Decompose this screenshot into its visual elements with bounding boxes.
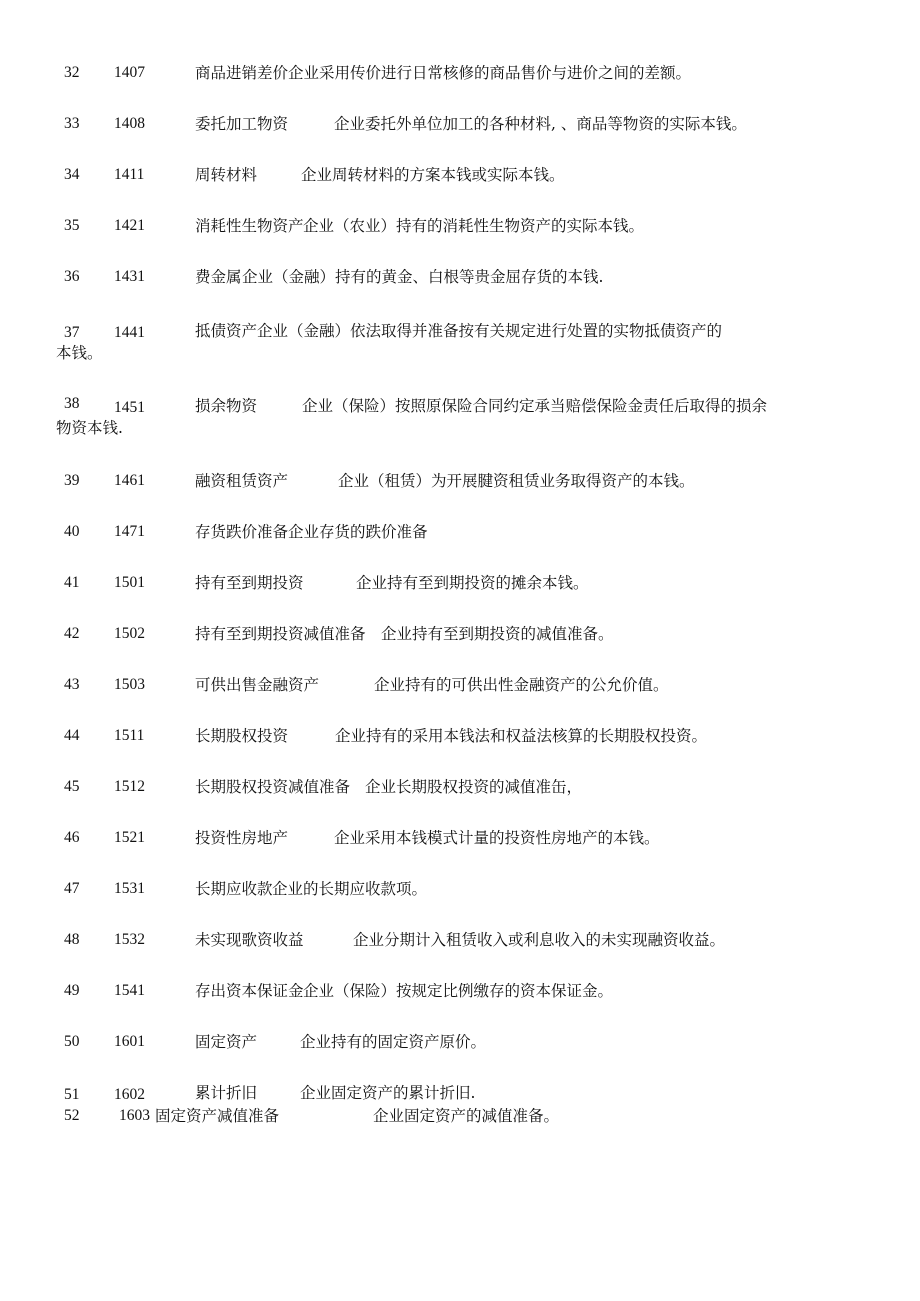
account-description: 企业持有至到期投资的摊余本钱。 (356, 574, 589, 592)
account-code: 1431 (114, 268, 145, 285)
account-name: 累计折旧 (195, 1084, 258, 1102)
entry-number: 42 (64, 625, 80, 642)
account-description: 企业采用传价进行日常核修的商品售价与进价之间的差额。 (288, 64, 692, 82)
account-description: 企业分期计入租赁收入或利息收入的未实现融资收益。 (353, 931, 726, 949)
account-code: 1408 (114, 115, 145, 132)
account-name: 周转材料 (195, 166, 258, 184)
account-name: 消耗性生物资产 (195, 217, 304, 235)
entry-number: 38 (64, 395, 80, 412)
account-code: 1501 (114, 574, 145, 591)
account-description: 企业采用本钱模式计量的投资性房地产的本钱。 (334, 829, 660, 847)
entry-number: 37 (64, 324, 80, 341)
account-name: 委托加工物资 (195, 115, 289, 133)
account-description: 企业（租赁）为开展腱资租赁业务取得资产的本钱。 (338, 472, 695, 490)
account-code: 1601 (114, 1033, 145, 1050)
account-description: 企业持有的固定资产原价。 (300, 1033, 487, 1051)
account-name: 商品进销差价 (195, 64, 289, 82)
account-name: 投资性房地产 (195, 829, 289, 847)
account-name: 损余物资 (195, 397, 258, 415)
account-code: 1512 (114, 778, 145, 795)
entry-number: 51 (64, 1086, 80, 1103)
entry-number: 36 (64, 268, 80, 285)
account-name: 固定资产 (195, 1033, 258, 1051)
account-code: 1532 (114, 931, 145, 948)
account-description: 企业持有的可供出性金融资产的公允价值。 (374, 676, 669, 694)
account-description: 企业持有的采用本钱法和权益法核算的长期股权投资。 (335, 727, 708, 745)
account-name: 长期股权投资 (195, 727, 289, 745)
account-description: 企业固定资产的减值准备。 (373, 1107, 560, 1125)
entry-number: 50 (64, 1033, 80, 1050)
account-code: 1471 (114, 523, 145, 540)
account-description: 企业（金融）依法取得并准备按有关规定进行处置的实物抵债资产的 (257, 322, 723, 340)
account-description: 企业（保险）按规定比例缴存的资本保证金。 (303, 982, 614, 1000)
account-name: 持有至到期投资 (195, 574, 304, 592)
entry-number: 39 (64, 472, 80, 489)
account-description: 企业存货的跌价准备 (288, 523, 428, 541)
account-description: 企业委托外单位加工的各种材料, 、商品等物资的实际本钱。 (334, 115, 747, 133)
account-name: 持有至到期投资减值准备 (195, 625, 366, 643)
account-name: 抵债资产 (195, 322, 258, 340)
account-code: 1407 (114, 64, 145, 81)
entry-number: 40 (64, 523, 80, 540)
account-code: 1502 (114, 625, 145, 642)
account-name: 可供出售金融资产 (195, 676, 320, 694)
account-code: 1503 (114, 676, 145, 693)
account-description: 企业周转材料的方案本钱或实际本钱。 (301, 166, 565, 184)
account-description: 企业（保险）按照原保险合同约定承当赔偿保险金责任后取得的损余 (302, 397, 768, 415)
entry-number: 52 (64, 1107, 80, 1124)
account-code: 1441 (114, 324, 145, 341)
entry-number: 33 (64, 115, 80, 132)
account-name: 长期股权投资减值准备 (195, 778, 351, 796)
description-continuation: 物资本钱. (56, 419, 123, 437)
account-description: 企业持有至到期投资的减值准备。 (381, 625, 614, 643)
entry-number: 47 (64, 880, 80, 897)
account-name: 费金属 (195, 268, 242, 286)
entry-number: 48 (64, 931, 80, 948)
entry-number: 41 (64, 574, 80, 591)
account-code: 1541 (114, 982, 145, 999)
entry-number: 46 (64, 829, 80, 846)
account-description: 企业长期股权投资的减值准缶， (365, 778, 583, 796)
account-code: 1461 (114, 472, 145, 489)
account-code: 1521 (114, 829, 145, 846)
account-name: 存出资本保证金 (195, 982, 304, 1000)
entry-number: 45 (64, 778, 80, 795)
entry-number: 32 (64, 64, 80, 81)
account-name: 融资租赁资产 (195, 472, 289, 490)
account-code: 1411 (114, 166, 145, 183)
account-name: 长期应收款 (195, 880, 273, 898)
account-code: 1602 (114, 1086, 145, 1103)
entry-number: 44 (64, 727, 80, 744)
account-name: 存货跌价准备 (195, 523, 289, 541)
description-continuation: 本钱。 (56, 344, 103, 362)
account-code: 1511 (114, 727, 145, 744)
entry-number: 43 (64, 676, 80, 693)
entry-number: 34 (64, 166, 80, 183)
account-name: 未实现歌资收益 (195, 931, 304, 949)
entry-number: 35 (64, 217, 80, 234)
account-name: 固定资产减值准备 (155, 1107, 280, 1125)
account-description: 企业（农业）持有的消耗性生物资产的实际本钱。 (303, 217, 645, 235)
account-code: 1603 (119, 1107, 150, 1124)
account-description: 企业固定资产的累计折旧. (300, 1084, 476, 1102)
account-description: 企业的长期应收款项。 (272, 880, 428, 898)
entry-number: 49 (64, 982, 80, 999)
account-description: 企业（金融）持有的黄金、白根等贵金屈存货的本钱. (242, 268, 604, 286)
account-code: 1451 (114, 399, 145, 416)
account-code: 1421 (114, 217, 145, 234)
account-code: 1531 (114, 880, 145, 897)
